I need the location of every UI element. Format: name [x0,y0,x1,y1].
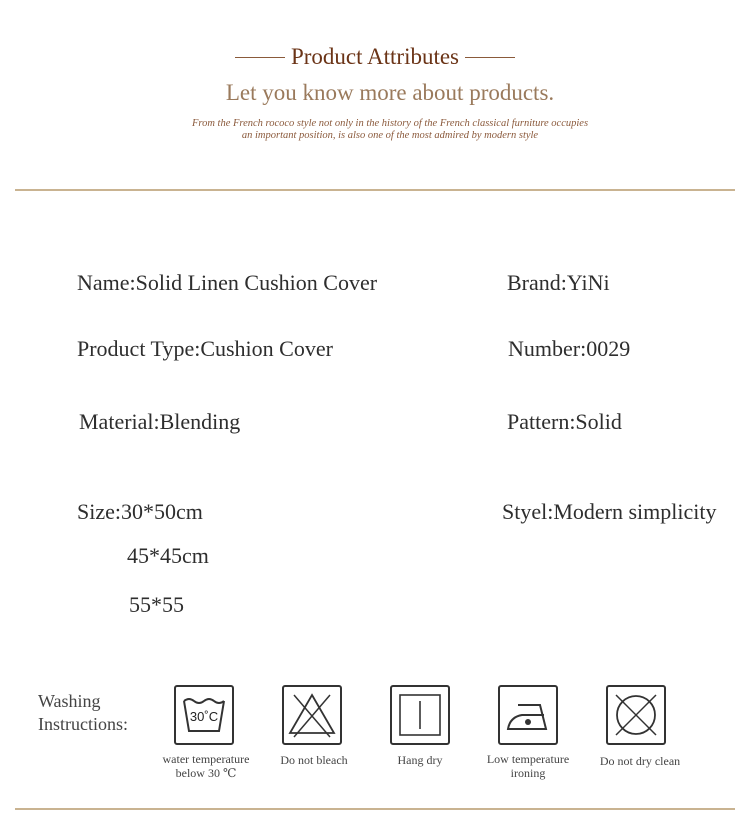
attr-product-type: Product Type:Cushion Cover [77,336,333,361]
attr-pattern: Pattern:Solid [507,409,622,434]
attr-style: Styel:Modern simplicity [502,499,717,524]
caption-hang-dry-line1: Hang dry [397,753,443,767]
caption-low-iron [468,752,588,780]
iron-graphic [500,687,556,743]
bottom-divider [15,808,735,810]
caption-wash-line1: water temperature [162,752,250,766]
low-iron-icon [498,685,558,745]
script-caption: From the French rococo style not only in the history of the French classical furniture occupies an important position, is also one of the most admired by modern style [191,118,589,141]
washing-label-line2: Instructions: [38,714,128,734]
title-row [0,44,750,70]
no-dry-clean-graphic [608,687,664,743]
wash-30-icon [174,685,234,745]
attr-size-2: 45*45cm [127,543,209,568]
hang-dry-icon [390,685,450,745]
caption-no-dry-clean-line1: Do not dry clean [599,754,681,768]
caption-no-dry-clean [580,754,700,768]
washing-label [38,690,128,736]
title-right-rule [465,57,515,58]
attr-name: Name:Solid Linen Cushion Cover [77,270,378,295]
wash-temperature-text: 30˚C [189,709,219,724]
hang-dry-graphic [392,687,448,743]
attr-material: Material:Blending [79,409,241,434]
attr-number: Number:0029 [508,336,631,361]
no-dry-clean-icon [606,685,666,745]
subtitle: Let you know more about products. [225,80,555,105]
washing-label-line1: Washing [38,691,101,711]
attr-size: Size:30*50cm [77,499,203,524]
caption-no-bleach [254,753,374,767]
page-title [235,44,515,70]
attr-brand: Brand:YiNi [507,270,610,295]
no-bleach-icon [282,685,342,745]
caption-low-iron-line2: ironing [510,766,546,780]
caption-hang-dry [360,753,480,767]
no-bleach-graphic [284,687,340,743]
caption-wash-line2: below 30 ℃ [175,766,237,780]
title-left-rule [235,57,285,58]
caption-low-iron-line1: Low temperature [486,752,570,766]
caption-no-bleach-line1: Do not bleach [280,753,348,767]
title-text: Product Attributes [290,44,460,69]
caption-wash [146,752,266,780]
top-divider [15,189,735,191]
attr-size-3: 55*55 [129,592,184,617]
